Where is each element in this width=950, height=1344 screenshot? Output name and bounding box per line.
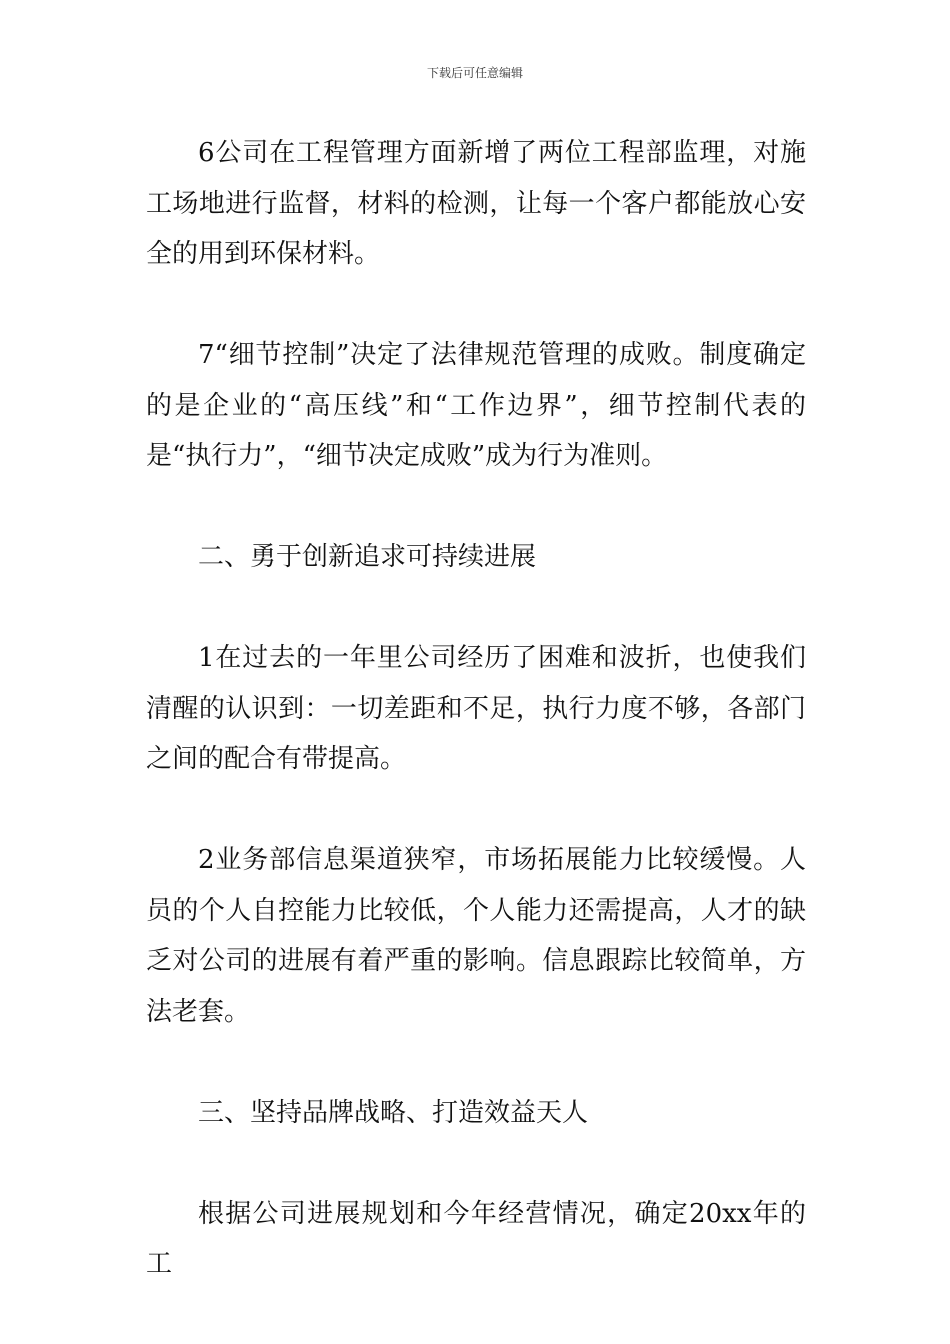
paragraph-2-business-dept: 2业务部信息渠道狭窄，市场拓展能力比较缓慢。人员的个人自控能力比较低，个人能力还需提高，人才的缺乏对公司的进展有着严重的影响。信息跟踪比较简单，方法老套。 [146, 845, 806, 1027]
paragraph-gap [146, 583, 806, 634]
paragraph-7-detail-control: 7“细节控制”决定了法律规范管理的成败。制度确定的是企业的“高压线”和“工作边界”，细节控制代表的是“执行力”，“细节决定成败”成为行为准则。 [146, 340, 806, 471]
paragraph-gap [146, 1037, 806, 1088]
paragraph-1-difficulties: 1在过去的一年里公司经历了困难和波折，也使我们清醒的认识到：一切差距和不足，执行力度不够，各部门之间的配合有带提高。 [146, 643, 806, 774]
paragraph-gap [146, 1138, 806, 1189]
paragraph-plan-intro: 根据公司进展规划和今年经营情况，确定20xx年的工 [146, 1198, 806, 1279]
paragraph-gap [146, 785, 806, 836]
document-body [146, 128, 806, 1290]
paragraph-gap [146, 482, 806, 533]
paragraph-gap [146, 280, 806, 331]
paragraph-6-engineering: 6公司在工程管理方面新增了两位工程部监理，对施工场地进行监督，材料的检测，让每一个客户都能放心安全的用到环保材料。 [146, 138, 806, 269]
section-heading-innovation: 二、勇于创新追求可持续进展 [198, 542, 537, 572]
section-heading-brand-strategy: 三、坚持品牌战略、打造效益天人 [198, 1097, 589, 1128]
page-header: 下载后可任意编辑 [426, 66, 523, 80]
